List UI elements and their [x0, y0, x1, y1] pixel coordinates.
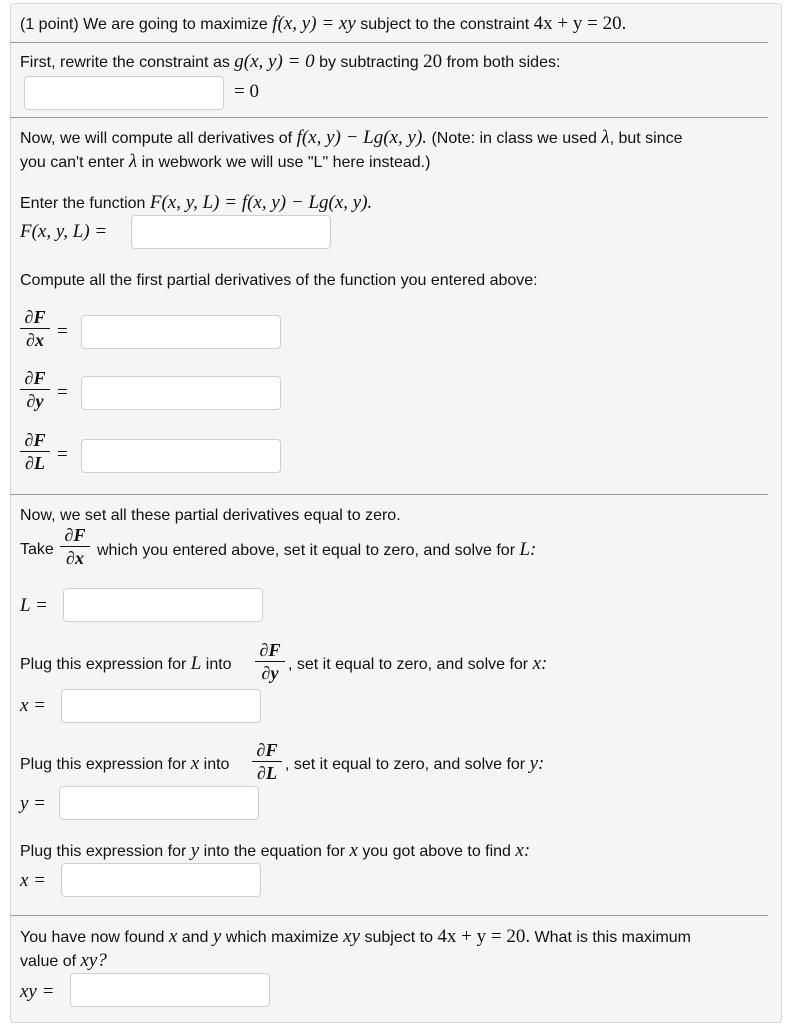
L-label: L = [20, 595, 48, 616]
divider-3 [10, 494, 768, 495]
constraint-equation: 4x + y = 20. [533, 13, 627, 34]
enter-function-text: Enter the function [20, 195, 150, 212]
Fx-input[interactable] [81, 315, 281, 349]
y-label: y = [20, 793, 47, 814]
twenty-value: 20 [423, 51, 443, 72]
note-text: (Note: in class we used [427, 130, 602, 147]
subject-text: subject to the constraint [355, 16, 534, 33]
use-L-text: in webwork we will use "L" here instead.) [137, 154, 431, 171]
lagrangian-expression: f(x, y) − Lg(x, y). [296, 127, 428, 148]
dF-numerator: ∂F [24, 430, 46, 450]
plug-text: Plug this expression for [20, 843, 191, 860]
dF-numerator: ∂F [256, 740, 278, 760]
plug-text: Plug this expression for [20, 656, 191, 673]
and-text: and [177, 929, 213, 946]
found-statement [20, 927, 691, 948]
dy-denominator: ∂y [26, 391, 44, 411]
into-text: into [199, 756, 230, 773]
solve-text: , set it equal to zero, and solve for [285, 756, 530, 773]
g-input[interactable] [24, 76, 224, 110]
but-since-text: , but since [609, 130, 683, 147]
L-input[interactable] [63, 588, 263, 622]
xy-label: xy = [20, 981, 55, 1002]
x-variable: x: [532, 653, 548, 674]
equation-for-text: into the equation for [199, 843, 350, 860]
rewrite-text-a: First, rewrite the constraint as [20, 54, 235, 71]
y-symbol: y [190, 840, 200, 861]
objective-function: f(x, y) = xy [272, 13, 356, 34]
equals-sign: = [57, 382, 68, 403]
FL-input[interactable] [81, 439, 281, 473]
dF-numerator: ∂F [259, 640, 281, 660]
set-zero-instruction: Now, we set all these partial derivatives equal to zero. [20, 507, 401, 524]
y-symbol: y [212, 926, 222, 947]
plug-text: Plug this expression for [20, 756, 191, 773]
F-definition: F(x, y, L) = f(x, y) − Lg(x, y). [149, 192, 373, 213]
solve-for-text: which you entered above, set it equal to zero, and solve for [97, 542, 520, 559]
y-variable: y: [529, 753, 545, 774]
dy-denominator: ∂y [261, 663, 279, 683]
y-input[interactable] [59, 786, 259, 820]
found-text: You have now found [20, 929, 169, 946]
Fy-input[interactable] [81, 376, 281, 410]
equals-zero: = 0 [234, 81, 259, 102]
take-text: Take [20, 541, 54, 558]
dF-dx-fraction [20, 307, 50, 350]
solve-text: , set it equal to zero, and solve for [288, 656, 533, 673]
compute-partials-instruction: Compute all the first partial derivatives of the function you entered above: [20, 272, 538, 289]
equals-sign: = [57, 321, 68, 342]
x-symbol: x [349, 840, 358, 861]
constraint-equation: 4x + y = 20. [437, 926, 531, 947]
enter-function-instruction [20, 193, 372, 214]
rewrite-text-b: by subtracting [314, 54, 424, 71]
F-input[interactable] [131, 215, 331, 249]
dF-numerator: ∂F [24, 368, 46, 388]
maximum-text: What is this maximum [530, 929, 692, 946]
divider-4 [10, 915, 768, 916]
derivatives-text-a: Now, we will compute all derivatives of [20, 130, 297, 147]
L-symbol: L [190, 653, 202, 674]
plug-x-instruction-a [20, 754, 229, 775]
x-symbol: x [190, 753, 200, 774]
L-variable: L: [519, 539, 537, 560]
x-symbol: x [168, 926, 178, 947]
dF-numerator: ∂F [64, 525, 86, 545]
dF-dy-fraction [20, 368, 50, 411]
take-dF-dx-fraction [60, 525, 90, 568]
divider-1 [10, 42, 768, 43]
subject-to-text: subject to [360, 929, 438, 946]
x-variable: x: [515, 840, 531, 861]
x-input[interactable] [61, 689, 261, 723]
derivatives-intro-line2 [20, 152, 430, 173]
plug-dF-dL-fraction [252, 740, 282, 783]
find-text: you got above to find [357, 843, 516, 860]
derivatives-intro-line1 [20, 128, 683, 149]
plug-dF-dy-fraction [255, 640, 285, 683]
dx-denominator: ∂x [66, 548, 84, 568]
take-instruction [97, 540, 536, 561]
plug-y-instruction [20, 841, 530, 862]
value-of-text: value of [20, 953, 81, 970]
xy-question: xy? [80, 950, 107, 971]
value-question [20, 951, 107, 972]
rewrite-instruction [20, 52, 560, 73]
rewrite-text-c: from both sides: [442, 54, 561, 71]
problem-statement [20, 14, 626, 35]
lambda-symbol-2: λ [128, 151, 138, 172]
dF-numerator: ∂F [24, 307, 46, 327]
x-label: x = [20, 695, 47, 716]
lambda-symbol: λ [601, 127, 610, 148]
xy-symbol: xy [343, 926, 361, 947]
equals-sign: = [57, 444, 68, 465]
dL-denominator: ∂L [257, 763, 277, 783]
divider-2 [10, 117, 768, 118]
xy-input[interactable] [70, 973, 270, 1007]
F-label: F(x, y, L) = [20, 221, 108, 242]
into-text: into [201, 656, 232, 673]
x2-input[interactable] [61, 863, 261, 897]
dL-denominator: ∂L [25, 453, 45, 473]
plug-L-instruction-a [20, 654, 232, 675]
intro-text: (1 point) We are going to maximize [20, 16, 273, 33]
dF-dL-fraction [20, 430, 50, 473]
g-equation: g(x, y) = 0 [234, 51, 315, 72]
x-label-2: x = [20, 870, 47, 891]
maximize-text: which maximize [221, 929, 344, 946]
cant-enter-text: you can't enter [20, 154, 129, 171]
dx-denominator: ∂x [26, 330, 44, 350]
plug-x-instruction-b [285, 754, 544, 775]
plug-L-instruction-b [288, 654, 547, 675]
